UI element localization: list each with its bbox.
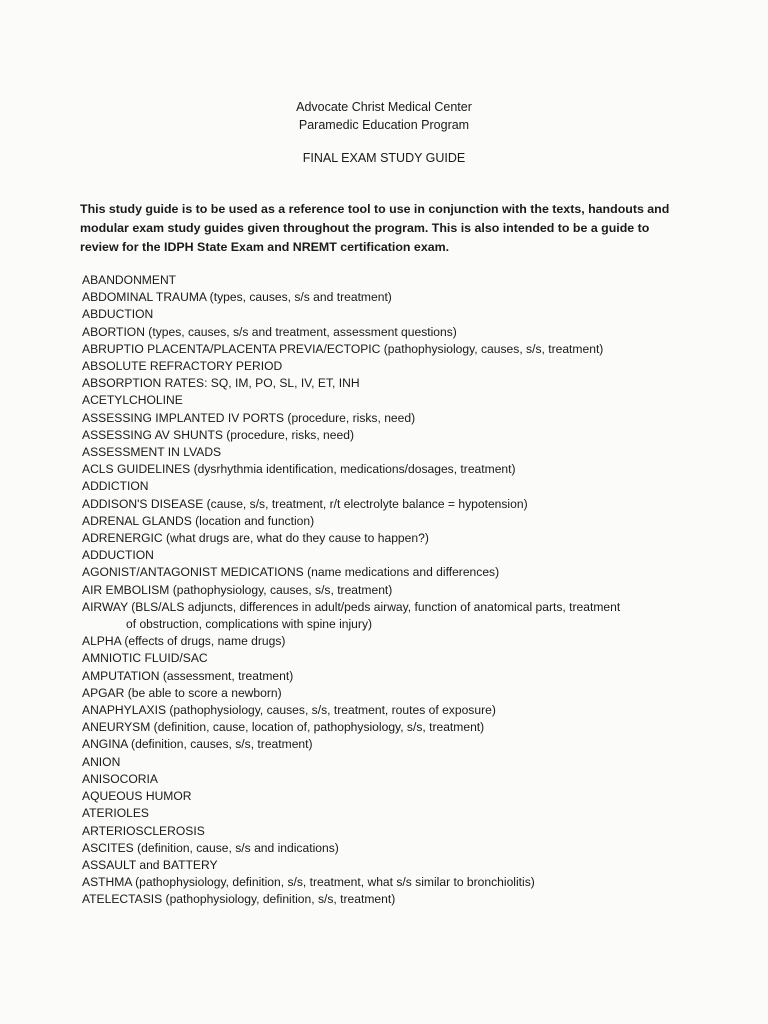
term-item: ACETYLCHOLINE [82, 393, 183, 408]
term-item: ANGINA (definition, causes, s/s, treatment) [82, 737, 313, 752]
term-item: ANISOCORIA [82, 771, 158, 786]
term-item: ABANDONMENT [82, 273, 177, 287]
intro-line: review for the IDPH State Exam and NREMT certification exam. [80, 240, 450, 254]
term-item: ADDICTION [82, 479, 149, 494]
term-item: ADDISON'S DISEASE (cause, s/s, treatment, r/t electrolyte balance = hypotension) [82, 496, 528, 511]
term-item: AIRWAY (BLS/ALS adjuncts, differences in adult/peds airway, function of anatomical parts, treatment [82, 599, 621, 614]
term-list [82, 272, 722, 909]
program-name: Paramedic Education Program [298, 118, 470, 132]
term-item: APGAR (be able to score a newborn) [82, 685, 282, 700]
term-item: ANAPHYLAXIS (pathophysiology, causes, s/s, treatment, routes of exposure) [82, 703, 496, 718]
term-item-continuation: of obstruction, complications with spine injury) [126, 617, 373, 632]
term-item: AQUEOUS HUMOR [82, 789, 192, 804]
term-item: ASSAULT and BATTERY [82, 857, 218, 872]
term-item: ADRENERGIC (what drugs are, what do they cause to happen?) [82, 531, 429, 546]
term-item: ADRENAL GLANDS (location and function) [82, 513, 315, 528]
term-item: AIR EMBOLISM (pathophysiology, causes, s/s, treatment) [82, 582, 393, 597]
term-item: ABDOMINAL TRAUMA (types, causes, s/s and treatment) [82, 290, 392, 305]
term-item: ANEURYSM (definition, cause, location of, pathophysiology, s/s, treatment) [82, 720, 485, 735]
intro-paragraph [80, 200, 680, 257]
term-item: ABSOLUTE REFRACTORY PERIOD [82, 359, 283, 374]
term-item: ABDUCTION [82, 307, 154, 322]
term-item: AMNIOTIC FLUID/SAC [82, 651, 208, 666]
term-item: ALPHA (effects of drugs, name drugs) [82, 634, 286, 649]
term-item: ANION [82, 754, 121, 769]
term-item: ABORTION (types, causes, s/s and treatment, assessment questions) [82, 324, 457, 339]
document-title: FINAL EXAM STUDY GUIDE [302, 151, 466, 165]
term-item: ATELECTASIS (pathophysiology, definition, s/s, treatment) [82, 892, 396, 907]
term-item: ACLS GUIDELINES (dysrhythmia identification, medications/dosages, treatment) [82, 462, 516, 477]
term-item: ASCITES (definition, cause, s/s and indications) [82, 840, 339, 855]
term-item: ARTERIOSCLEROSIS [82, 823, 205, 838]
term-item: ADDUCTION [82, 548, 154, 563]
intro-line: This study guide is to be used as a reference tool to use in conjunction with the texts, handouts and [80, 202, 670, 216]
term-item: ABRUPTIO PLACENTA/PLACENTA PREVIA/ECTOPIC (pathophysiology, causes, s/s, treatment) [82, 341, 604, 356]
term-item: ASSESSING AV SHUNTS (procedure, risks, need) [82, 427, 354, 442]
term-item: AMPUTATION (assessment, treatment) [82, 668, 294, 683]
term-item: AGONIST/ANTAGONIST MEDICATIONS (name medications and differences) [82, 565, 500, 580]
institution-name: Advocate Christ Medical Center [296, 100, 472, 114]
term-item: ABSORPTION RATES: SQ, IM, PO, SL, IV, ET, INH [82, 376, 360, 391]
term-item: ATERIOLES [82, 806, 149, 821]
term-item: ASSESSMENT IN LVADS [82, 445, 222, 460]
term-item: ASTHMA (pathophysiology, definition, s/s, treatment, what s/s similar to bronchiolitis) [82, 875, 535, 890]
intro-line: modular exam study guides given throughout the program. This is also intended to be a guide to [80, 221, 650, 235]
term-item: ASSESSING IMPLANTED IV PORTS (procedure, risks, need) [82, 410, 416, 425]
